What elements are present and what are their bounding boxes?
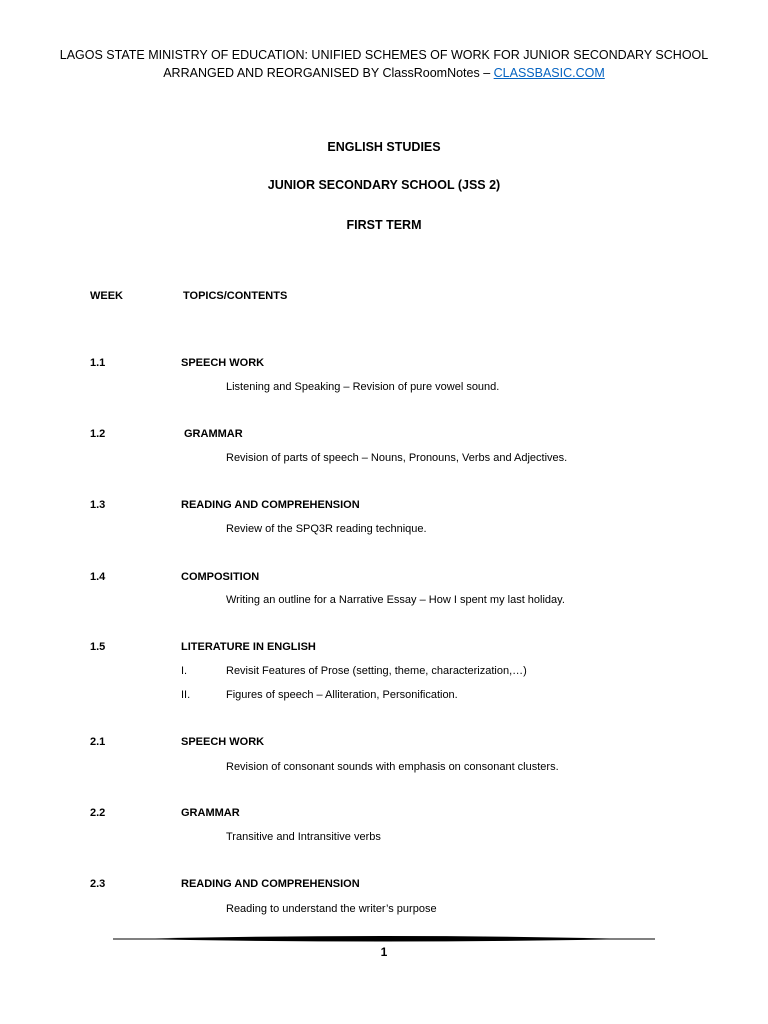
- subject-title: ENGLISH STUDIES: [327, 140, 441, 154]
- list-item-number: II.: [181, 689, 191, 701]
- section-heading: READING AND COMPREHENSION: [181, 499, 360, 511]
- topic-content: Revision of consonant sounds with emphasis on consonant clusters.: [226, 761, 559, 773]
- week-number: 1.2: [90, 428, 106, 440]
- header-credit-text: ARRANGED AND REORGANISED BY ClassRoomNotes –: [163, 66, 494, 80]
- document-header-line-1: LAGOS STATE MINISTRY OF EDUCATION: UNIFIED SCHEMES OF WORK FOR JUNIOR SECONDARY SCHOOL: [59, 48, 709, 62]
- topics-column-header: TOPICS/CONTENTS: [183, 290, 288, 302]
- week-number: 1.1: [90, 357, 106, 369]
- week-number: 1.5: [90, 641, 106, 653]
- week-column-header: WEEK: [90, 290, 123, 302]
- week-number: 1.3: [90, 499, 106, 511]
- section-heading: SPEECH WORK: [181, 357, 265, 369]
- list-item-text: Revisit Features of Prose (setting, theme, characterization,…): [226, 665, 527, 677]
- classbasic-link[interactable]: CLASSBASIC.COM: [493, 66, 605, 80]
- week-number: 1.4: [90, 571, 106, 583]
- topic-content: Transitive and Intransitive verbs: [226, 831, 381, 843]
- week-number: 2.3: [90, 878, 106, 890]
- week-number: 2.2: [90, 807, 106, 819]
- section-heading: GRAMMAR: [181, 807, 240, 819]
- section-heading: SPEECH WORK: [181, 736, 265, 748]
- class-level-title: JUNIOR SECONDARY SCHOOL (JSS 2): [267, 178, 501, 192]
- week-number: 2.1: [90, 736, 106, 748]
- topic-content: Writing an outline for a Narrative Essay – How I spent my last holiday.: [226, 594, 565, 606]
- section-heading: COMPOSITION: [181, 571, 260, 583]
- topic-content: Review of the SPQ3R reading technique.: [226, 523, 427, 535]
- topic-content: Listening and Speaking – Revision of pure vowel sound.: [226, 381, 500, 393]
- list-item-text: Figures of speech – Alliteration, Personification.: [226, 689, 458, 701]
- term-title: FIRST TERM: [346, 218, 422, 232]
- section-heading: READING AND COMPREHENSION: [181, 878, 360, 890]
- document-header-line-2: [0, 65, 768, 81]
- topic-content: Revision of parts of speech – Nouns, Pronouns, Verbs and Adjectives.: [226, 452, 568, 464]
- section-heading: LITERATURE IN ENGLISH: [181, 641, 316, 653]
- list-item-number: I.: [181, 665, 188, 677]
- section-heading: GRAMMAR: [184, 428, 243, 440]
- page-number: 1: [380, 945, 388, 959]
- topic-content: Reading to understand the writer’s purpose: [226, 903, 437, 915]
